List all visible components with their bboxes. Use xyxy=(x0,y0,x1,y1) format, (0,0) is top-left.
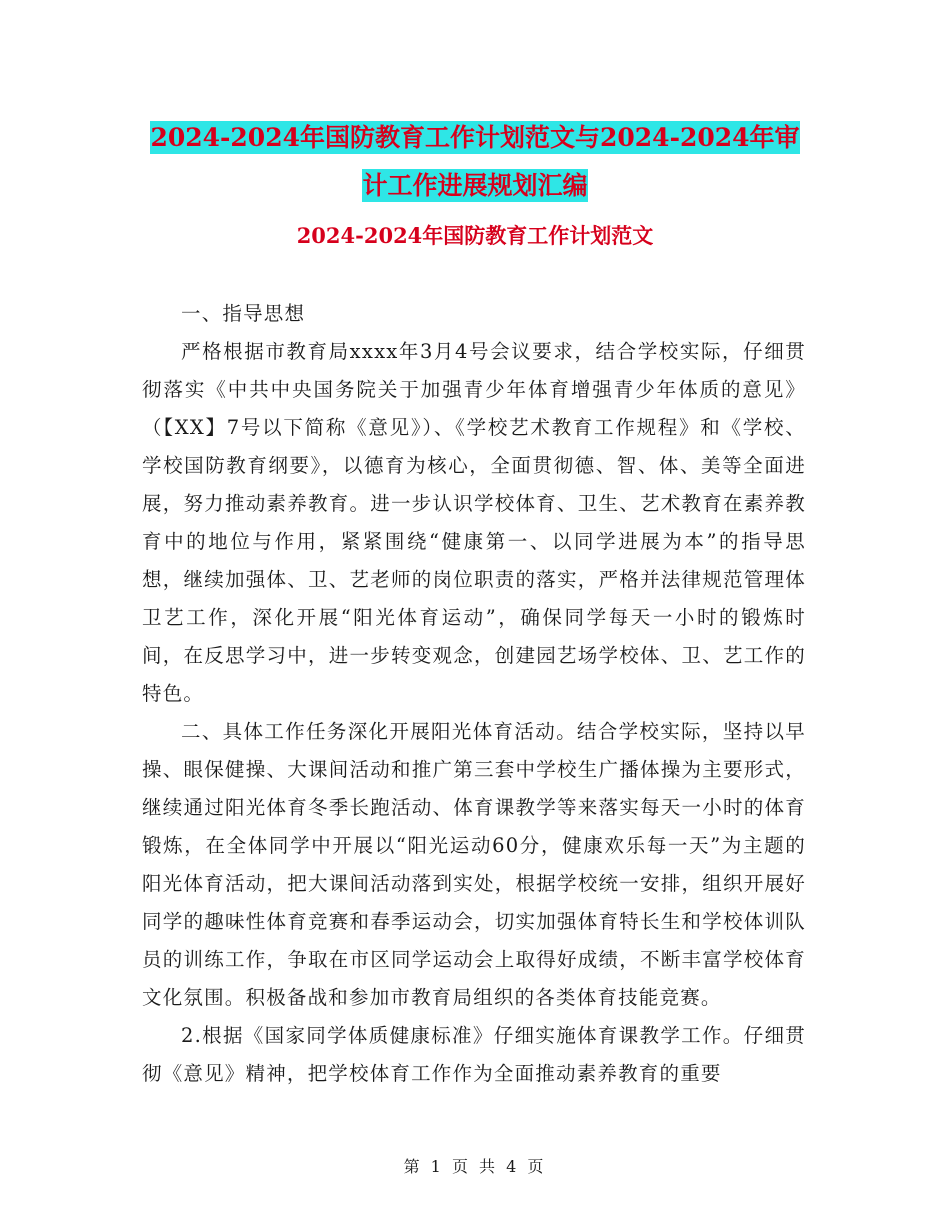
page-footer: 第 1 页 共 4 页 xyxy=(403,1157,547,1176)
body-text xyxy=(142,295,806,1093)
section-title: 2024-2024年国防教育工作计划范文 xyxy=(296,223,654,248)
document-title-line-1: 2024-2024年国防教育工作计划范文与2024-2024年审 xyxy=(150,123,800,152)
paragraph-specific-tasks: 二、具体工作任务深化开展阳光体育活动。结合学校实际，坚持以早操、眼保健操、大课间活动和推广第三套中学校生广播体操为主要形式，继续通过阳光体育冬季长跑活动、体育课教学等来落实每天一小时的体育锻炼，在全体同学中开展以“阳光运动60分，健康欢乐每一天”为主题的阳光体育活动，把大课间活动落到实处，根据学校统一安排，组织开展好同学的趣味性体育竞赛和春季运动会，切实加强体育特长生和学校体训队员的训练工作，争取在市区同学运动会上取得好成绩，不断丰富学校体育文化氛围。积极备战和参加市教育局组织的各类体育技能竞赛。 xyxy=(142,720,806,1009)
paragraph-item-2: 2.根据《国家同学体质健康标准》仔细实施体育课教学工作。仔细贯彻《意见》精神，把学校体育工作作为全面推动素养教育的重要 xyxy=(142,1024,806,1085)
document-title-line-2: 计工作进展规划汇编 xyxy=(362,171,588,200)
paragraph-guiding-ideology: 严格根据市教育局xxxx年3月4号会议要求，结合学校实际，仔细贯彻落实《中共中央国务院关于加强青少年体育增强青少年体质的意见》（【XX】7号以下简称《意见》）、《学校艺术教育工作规程》和《学校、学校国防教育纲要》，以德育为核心，全面贯彻德、智、体、美等全面进展，努力推动素养教育。进一步认识学校体育、卫生、艺术教育在素养教育中的地位与作用，紧紧围绕“健康第一、以同学进展为本”的指导思想，继续加强体、卫、艺老师的岗位职责的落实，严格并法律规范管理体卫艺工作，深化开展“阳光体育运动”，确保同学每天一小时的锻炼时间，在反思学习中，进一步转变观念，创建园艺场学校体、卫、艺工作的特色。 xyxy=(142,340,806,705)
paragraph-heading-guiding-ideology: 一、指导思想 xyxy=(181,302,306,325)
document-title xyxy=(140,114,810,210)
